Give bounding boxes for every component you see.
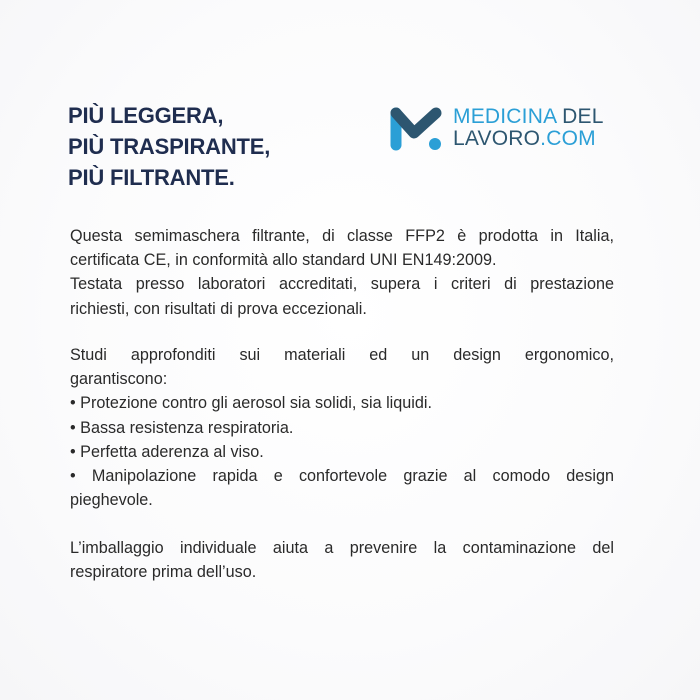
bullet-item: • Bassa resistenza respiratoria.	[70, 418, 294, 437]
features-paragraph	[70, 343, 614, 512]
headline	[68, 100, 270, 193]
brand-logo	[388, 103, 604, 153]
text-line: richiesti, con risultati di prova eccezionali.	[70, 299, 367, 318]
headline-line: PIÙ LEGGERA,	[68, 103, 224, 128]
bullet-continuation: pieghevole.	[70, 491, 153, 510]
headline-line: PIÙ FILTRANTE.	[68, 165, 235, 190]
brand-word-lavoro: LAVORO	[453, 127, 541, 150]
brand-word-medicina: MEDICINA	[453, 105, 557, 128]
m-letter-logo-icon	[388, 103, 446, 153]
intro-paragraph	[70, 224, 614, 321]
text-line: L’imballaggio individuale aiuta a prevenire la contaminazione del	[70, 539, 614, 557]
text-line: respiratore prima dell’uso.	[70, 563, 257, 582]
text-line: Testata presso laboratori accreditati, supera i criteri di prestazione	[70, 275, 614, 294]
bullet-item: • Perfetta aderenza al viso.	[70, 442, 264, 461]
bullet-item: • Protezione contro gli aerosol sia solidi, sia liquidi.	[70, 394, 432, 413]
text-line: Questa semimaschera filtrante, di classe FFP2 è prodotta in Italia,	[70, 227, 614, 245]
packaging-paragraph	[70, 536, 614, 584]
text-line: garantiscono:	[70, 370, 168, 389]
text-line: Studi approfonditi sui materiali ed un design ergonomico,	[70, 346, 614, 364]
bullet-item: • Manipolazione rapida e confortevole grazie al comodo design	[70, 467, 614, 486]
text-line: certificata CE, in conformità allo standard UNI EN149:2009.	[70, 251, 497, 270]
brand-wordmark	[453, 106, 604, 150]
brand-word-com: .COM	[540, 127, 596, 150]
brand-word-del: DEL	[562, 105, 604, 128]
headline-line: PIÙ TRASPIRANTE,	[68, 134, 271, 159]
